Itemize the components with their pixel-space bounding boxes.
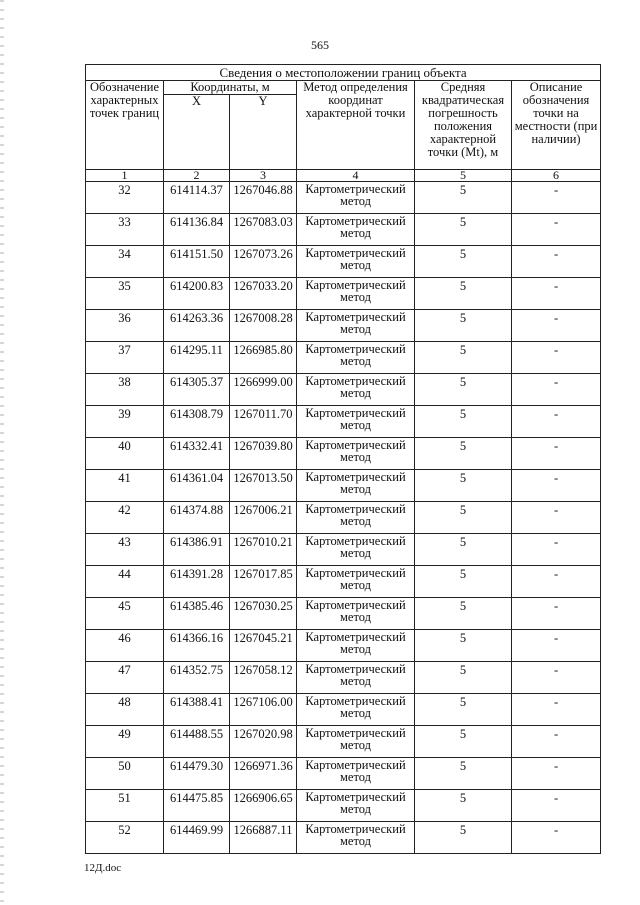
cell-x-coordinate: 614332.41	[164, 438, 230, 470]
table-caption: Сведения о местоположении границ объекта	[86, 65, 601, 81]
footer-filename: 12Д.doc	[84, 862, 122, 874]
cell-y-coordinate: 1267106.00	[230, 694, 297, 726]
column-number: 1	[86, 170, 164, 182]
cell-x-coordinate: 614385.46	[164, 598, 230, 630]
cell-method: Картометрический метод	[297, 374, 415, 406]
cell-mean-error: 5	[415, 790, 512, 822]
column-number: 4	[297, 170, 415, 182]
cell-x-coordinate: 614114.37	[164, 182, 230, 214]
table-row	[86, 758, 601, 790]
cell-mean-error: 5	[415, 278, 512, 310]
cell-point-number: 36	[86, 310, 164, 342]
cell-point-number: 51	[86, 790, 164, 822]
cell-point-number: 45	[86, 598, 164, 630]
cell-x-coordinate: 614151.50	[164, 246, 230, 278]
cell-description: -	[512, 342, 601, 374]
cell-x-coordinate: 614295.11	[164, 342, 230, 374]
header-point-designation: Обозначение характерных точек границ	[86, 81, 164, 170]
cell-mean-error: 5	[415, 630, 512, 662]
cell-method: Картометрический метод	[297, 694, 415, 726]
cell-method: Картометрический метод	[297, 470, 415, 502]
cell-x-coordinate: 614388.41	[164, 694, 230, 726]
cell-method: Картометрический метод	[297, 214, 415, 246]
cell-mean-error: 5	[415, 406, 512, 438]
table-row	[86, 310, 601, 342]
cell-point-number: 42	[86, 502, 164, 534]
cell-point-number: 49	[86, 726, 164, 758]
cell-method: Картометрический метод	[297, 246, 415, 278]
cell-description: -	[512, 534, 601, 566]
table-row	[86, 566, 601, 598]
cell-y-coordinate: 1266971.36	[230, 758, 297, 790]
cell-point-number: 33	[86, 214, 164, 246]
table-row	[86, 406, 601, 438]
cell-y-coordinate: 1266887.11	[230, 822, 297, 854]
cell-method: Картометрический метод	[297, 502, 415, 534]
column-number: 5	[415, 170, 512, 182]
cell-point-number: 48	[86, 694, 164, 726]
cell-point-number: 32	[86, 182, 164, 214]
table-row	[86, 182, 601, 214]
column-number-row	[86, 170, 601, 182]
cell-point-number: 50	[86, 758, 164, 790]
cell-x-coordinate: 614475.85	[164, 790, 230, 822]
cell-point-number: 46	[86, 630, 164, 662]
cell-method: Картометрический метод	[297, 630, 415, 662]
table-row	[86, 662, 601, 694]
cell-x-coordinate: 614374.88	[164, 502, 230, 534]
cell-description: -	[512, 438, 601, 470]
table-row	[86, 278, 601, 310]
cell-method: Картометрический метод	[297, 758, 415, 790]
cell-x-coordinate: 614200.83	[164, 278, 230, 310]
cell-description: -	[512, 406, 601, 438]
cell-method: Картометрический метод	[297, 438, 415, 470]
cell-mean-error: 5	[415, 758, 512, 790]
cell-method: Картометрический метод	[297, 726, 415, 758]
cell-mean-error: 5	[415, 726, 512, 758]
cell-description: -	[512, 822, 601, 854]
cell-description: -	[512, 726, 601, 758]
cell-method: Картометрический метод	[297, 310, 415, 342]
cell-description: -	[512, 790, 601, 822]
table-row	[86, 438, 601, 470]
cell-x-coordinate: 614308.79	[164, 406, 230, 438]
cell-x-coordinate: 614386.91	[164, 534, 230, 566]
table-row	[86, 598, 601, 630]
cell-x-coordinate: 614305.37	[164, 374, 230, 406]
table-row	[86, 534, 601, 566]
cell-mean-error: 5	[415, 470, 512, 502]
cell-mean-error: 5	[415, 598, 512, 630]
cell-description: -	[512, 502, 601, 534]
cell-description: -	[512, 214, 601, 246]
cell-y-coordinate: 1267011.70	[230, 406, 297, 438]
cell-y-coordinate: 1266985.80	[230, 342, 297, 374]
cell-y-coordinate: 1267010.21	[230, 534, 297, 566]
header-coordinates: Координаты, м	[164, 81, 297, 95]
table-row	[86, 630, 601, 662]
cell-description: -	[512, 598, 601, 630]
cell-x-coordinate: 614469.99	[164, 822, 230, 854]
cell-description: -	[512, 246, 601, 278]
cell-mean-error: 5	[415, 246, 512, 278]
cell-y-coordinate: 1267017.85	[230, 566, 297, 598]
cell-point-number: 37	[86, 342, 164, 374]
cell-x-coordinate: 614263.36	[164, 310, 230, 342]
cell-description: -	[512, 310, 601, 342]
cell-y-coordinate: 1267073.26	[230, 246, 297, 278]
cell-mean-error: 5	[415, 662, 512, 694]
header-method: Метод определения координат характерной точки	[297, 81, 415, 170]
cell-point-number: 52	[86, 822, 164, 854]
cell-method: Картометрический метод	[297, 406, 415, 438]
cell-mean-error: 5	[415, 342, 512, 374]
cell-description: -	[512, 630, 601, 662]
header-description: Описание обозначения точки на местности (при наличии)	[512, 81, 601, 170]
cell-y-coordinate: 1267030.25	[230, 598, 297, 630]
cell-y-coordinate: 1267039.80	[230, 438, 297, 470]
cell-description: -	[512, 374, 601, 406]
column-number: 2	[164, 170, 230, 182]
cell-point-number: 35	[86, 278, 164, 310]
cell-y-coordinate: 1267020.98	[230, 726, 297, 758]
cell-description: -	[512, 470, 601, 502]
cell-x-coordinate: 614352.75	[164, 662, 230, 694]
cell-x-coordinate: 614361.04	[164, 470, 230, 502]
cell-method: Картометрический метод	[297, 566, 415, 598]
table-row	[86, 726, 601, 758]
scan-edge-artifact	[0, 0, 4, 905]
cell-description: -	[512, 566, 601, 598]
table-row	[86, 790, 601, 822]
cell-point-number: 47	[86, 662, 164, 694]
page-number: 565	[311, 38, 329, 52]
table-body	[86, 182, 601, 854]
cell-y-coordinate: 1267045.21	[230, 630, 297, 662]
cell-point-number: 38	[86, 374, 164, 406]
table-row	[86, 470, 601, 502]
cell-method: Картометрический метод	[297, 278, 415, 310]
column-number: 6	[512, 170, 601, 182]
cell-y-coordinate: 1267008.28	[230, 310, 297, 342]
table-row	[86, 694, 601, 726]
cell-method: Картометрический метод	[297, 598, 415, 630]
header-mean-error: Средняя квадратическая погрешность положения характерной точки (Mt), м	[415, 81, 512, 170]
cell-method: Картометрический метод	[297, 342, 415, 374]
table-row	[86, 822, 601, 854]
cell-x-coordinate: 614479.30	[164, 758, 230, 790]
cell-point-number: 43	[86, 534, 164, 566]
cell-mean-error: 5	[415, 182, 512, 214]
cell-description: -	[512, 182, 601, 214]
cell-x-coordinate: 614366.16	[164, 630, 230, 662]
cell-y-coordinate: 1267013.50	[230, 470, 297, 502]
cell-y-coordinate: 1267006.21	[230, 502, 297, 534]
cell-x-coordinate: 614488.55	[164, 726, 230, 758]
cell-description: -	[512, 662, 601, 694]
cell-method: Картометрический метод	[297, 534, 415, 566]
cell-method: Картометрический метод	[297, 822, 415, 854]
cell-point-number: 41	[86, 470, 164, 502]
boundary-coordinates-table	[85, 64, 601, 854]
cell-y-coordinate: 1267083.03	[230, 214, 297, 246]
cell-mean-error: 5	[415, 566, 512, 598]
table-row	[86, 214, 601, 246]
cell-description: -	[512, 278, 601, 310]
table-row	[86, 342, 601, 374]
cell-mean-error: 5	[415, 822, 512, 854]
cell-x-coordinate: 614136.84	[164, 214, 230, 246]
cell-point-number: 40	[86, 438, 164, 470]
cell-point-number: 39	[86, 406, 164, 438]
cell-point-number: 34	[86, 246, 164, 278]
cell-point-number: 44	[86, 566, 164, 598]
cell-mean-error: 5	[415, 438, 512, 470]
cell-description: -	[512, 694, 601, 726]
column-number: 3	[230, 170, 297, 182]
cell-mean-error: 5	[415, 310, 512, 342]
cell-mean-error: 5	[415, 214, 512, 246]
cell-x-coordinate: 614391.28	[164, 566, 230, 598]
cell-method: Картометрический метод	[297, 182, 415, 214]
cell-y-coordinate: 1267058.12	[230, 662, 297, 694]
cell-mean-error: 5	[415, 502, 512, 534]
cell-mean-error: 5	[415, 374, 512, 406]
header-y: Y	[230, 95, 297, 170]
cell-method: Картометрический метод	[297, 662, 415, 694]
cell-method: Картометрический метод	[297, 790, 415, 822]
cell-y-coordinate: 1267046.88	[230, 182, 297, 214]
header-x: X	[164, 95, 230, 170]
cell-y-coordinate: 1266999.00	[230, 374, 297, 406]
cell-description: -	[512, 758, 601, 790]
table-row	[86, 502, 601, 534]
table-row	[86, 374, 601, 406]
cell-mean-error: 5	[415, 534, 512, 566]
table-row	[86, 246, 601, 278]
cell-y-coordinate: 1267033.20	[230, 278, 297, 310]
cell-mean-error: 5	[415, 694, 512, 726]
cell-y-coordinate: 1266906.65	[230, 790, 297, 822]
